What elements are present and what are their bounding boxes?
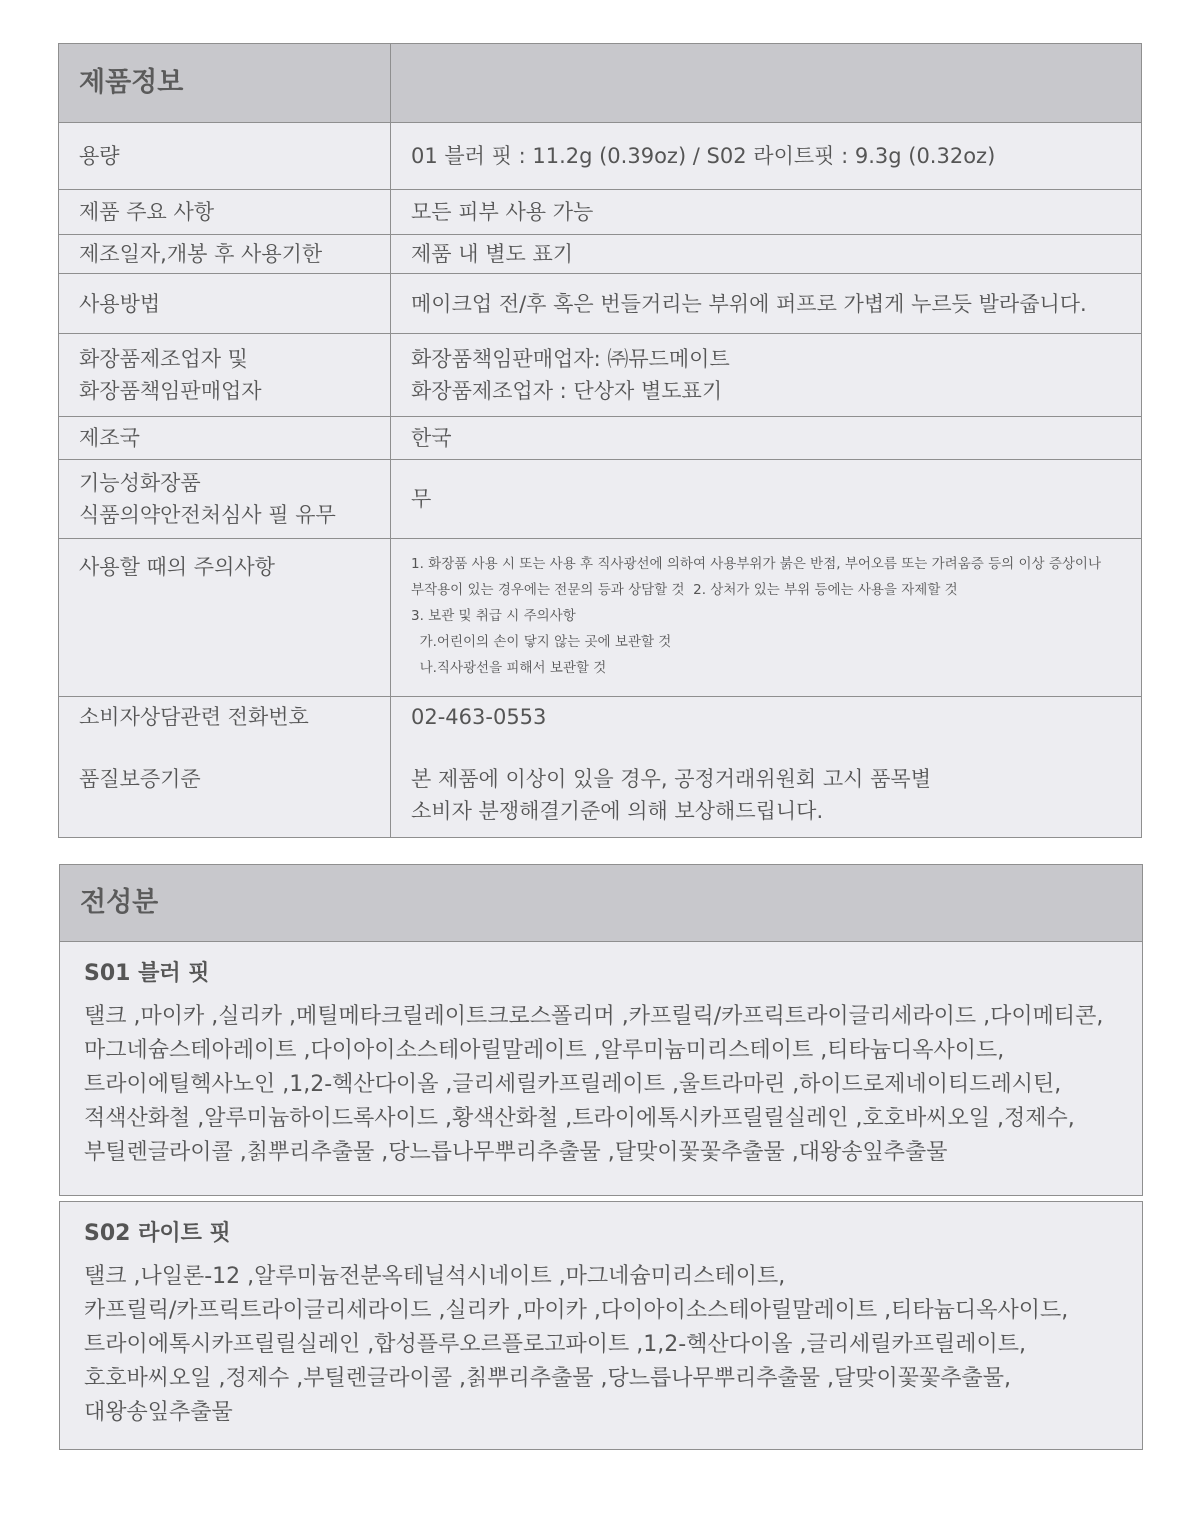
info-value-line: 제품 내 별도 표기 bbox=[411, 242, 574, 266]
ingredient-line: 적색산화철 ,알루미늄하이드록사이드 ,황색산화철 ,트라이에톡시카프릴릴실레인 ,호호바씨오일 ,정제수, bbox=[84, 1106, 1075, 1131]
info-value bbox=[391, 697, 1142, 838]
info-key bbox=[59, 417, 391, 460]
product-info-header-row bbox=[59, 44, 1142, 123]
info-value-line: 모든 피부 사용 가능 bbox=[411, 200, 594, 224]
info-key bbox=[59, 539, 391, 697]
info-key-line: 화장품제조업자 및 bbox=[79, 347, 248, 371]
caution-line: 1. 화장품 사용 시 또는 사용 후 직사광선에 의하여 사용부위가 붉은 반점, 부어오름 또는 가려움증 등의 이상 증상이나 bbox=[411, 556, 1102, 572]
info-row bbox=[59, 539, 1142, 697]
info-value-line: 메이크업 전/후 혹은 번들거리는 부위에 퍼프로 가볍게 누르듯 발라줍니다. bbox=[411, 291, 1087, 316]
info-key-line: 용량 bbox=[79, 144, 120, 168]
product-info-table bbox=[58, 43, 1142, 838]
caution-value bbox=[391, 539, 1142, 697]
info-key bbox=[59, 460, 391, 539]
info-key bbox=[59, 235, 391, 274]
info-row bbox=[59, 190, 1142, 235]
caution-line: 가.어린이의 손이 닿지 않는 곳에 보관할 것 bbox=[411, 634, 672, 650]
info-row bbox=[59, 334, 1142, 417]
ingredients-header: 전성분 bbox=[60, 865, 1142, 942]
info-key-line: 식품의약안전처심사 필 유무 bbox=[79, 503, 336, 527]
ingredient-line: 탤크 ,마이카 ,실리카 ,메틸메타크릴레이트크로스폴리머 ,카프릴릭/카프릭트라이글리세라이드 ,다이메티콘, bbox=[84, 1004, 1104, 1029]
info-key-line: 제조일자,개봉 후 사용기한 bbox=[79, 242, 323, 266]
info-key bbox=[59, 274, 391, 334]
info-value-line: 소비자 분쟁해결기준에 의해 보상해드립니다. bbox=[411, 799, 824, 823]
ingredient-list bbox=[60, 990, 1142, 1170]
ingredient-line: 대왕송잎추출물 bbox=[84, 1400, 233, 1425]
info-key-line: 기능성화장품 bbox=[79, 471, 201, 495]
info-value bbox=[391, 123, 1142, 190]
product-name: S01 블러 핏 bbox=[84, 961, 210, 986]
ingredient-line: 마그네슘스테아레이트 ,다이아이소스테아릴말레이트 ,알루미늄미리스테이트 ,티타늄디옥사이드, bbox=[84, 1038, 1005, 1063]
info-value bbox=[391, 460, 1142, 539]
info-value-line: 02-463-0553 bbox=[411, 705, 547, 729]
info-value bbox=[391, 190, 1142, 235]
ingredient-line: 트라이에톡시카프릴릴실레인 ,합성플루오르플로고파이트 ,1,2-헥산다이올 ,글리세릴카프릴레이트, bbox=[84, 1332, 1026, 1357]
product-name: S02 라이트 핏 bbox=[84, 1221, 231, 1246]
caution-line: 3. 보관 및 취급 시 주의사항 bbox=[411, 608, 576, 624]
ingredient-line: 탤크 ,나일론-12 ,알루미늄전분옥테닐석시네이트 ,마그네슘미리스테이트, bbox=[84, 1264, 786, 1289]
info-value bbox=[391, 235, 1142, 274]
info-value-line: 무 bbox=[411, 487, 432, 511]
info-value-line: 화장품책임판매업자: ㈜뮤드메이트 bbox=[411, 347, 730, 371]
caution-line: 부작용이 있는 경우에는 전문의 등과 상담할 것 2. 상처가 있는 부위 등에는 사용을 자제할 것 bbox=[411, 582, 958, 598]
info-value bbox=[391, 334, 1142, 417]
info-row bbox=[59, 123, 1142, 190]
product-info-header: 제품정보 bbox=[59, 44, 391, 123]
info-key-line: 품질보증기준 bbox=[79, 767, 201, 791]
info-row bbox=[59, 417, 1142, 460]
ingredients-section-s01 bbox=[59, 864, 1143, 1196]
info-key bbox=[59, 190, 391, 235]
info-value-line: 01 블러 핏 : 11.2g (0.39oz) / S02 라이트핏 : 9.3g (0.32oz) bbox=[411, 144, 996, 168]
info-value-spacer bbox=[411, 733, 1121, 763]
info-value bbox=[391, 417, 1142, 460]
info-key-line: 제품 주요 사항 bbox=[79, 200, 215, 224]
info-key-line: 제조국 bbox=[79, 426, 140, 450]
info-row bbox=[59, 460, 1142, 539]
ingredient-line: 부틸렌글라이콜 ,칡뿌리추출물 ,당느릅나무뿌리추출물 ,달맞이꽃꽃추출물 ,대왕송잎추출물 bbox=[84, 1140, 948, 1165]
info-row bbox=[59, 697, 1142, 838]
ingredient-line: 호호바씨오일 ,정제수 ,부틸렌글라이콜 ,칡뿌리추출물 ,당느릅나무뿌리추출물 ,달맞이꽃꽃추출물, bbox=[84, 1366, 1012, 1391]
ingredients-section-s02 bbox=[59, 1201, 1143, 1450]
product-info-header-blank bbox=[391, 44, 1142, 123]
info-value-line: 한국 bbox=[411, 426, 452, 450]
info-key bbox=[59, 697, 391, 838]
ingredient-line: 카프릴릭/카프릭트라이글리세라이드 ,실리카 ,마이카 ,다이아이소스테아릴말레이트 ,티타늄디옥사이드, bbox=[84, 1298, 1069, 1323]
info-value bbox=[391, 274, 1142, 334]
caution-line: 나.직사광선을 피해서 보관할 것 bbox=[411, 660, 607, 676]
ingredient-list bbox=[60, 1250, 1142, 1430]
info-key bbox=[59, 334, 391, 417]
ingredient-line: 트라이에틸헥사노인 ,1,2-헥산다이올 ,글리세릴카프릴레이트 ,울트라마린 ,하이드로제네이티드레시틴, bbox=[84, 1072, 1062, 1097]
info-row bbox=[59, 274, 1142, 334]
info-row bbox=[59, 235, 1142, 274]
info-key-line: 사용할 때의 주의사항 bbox=[79, 555, 275, 579]
info-key-spacer bbox=[79, 733, 370, 763]
info-value-line: 화장품제조업자 : 단상자 별도표기 bbox=[411, 379, 723, 403]
info-value-line: 본 제품에 이상이 있을 경우, 공정거래위원회 고시 품목별 bbox=[411, 767, 931, 791]
info-key-line: 소비자상담관련 전화번호 bbox=[79, 705, 309, 729]
info-key-line: 사용방법 bbox=[79, 291, 161, 316]
info-key-line: 화장품책임판매업자 bbox=[79, 379, 262, 403]
info-key bbox=[59, 123, 391, 190]
